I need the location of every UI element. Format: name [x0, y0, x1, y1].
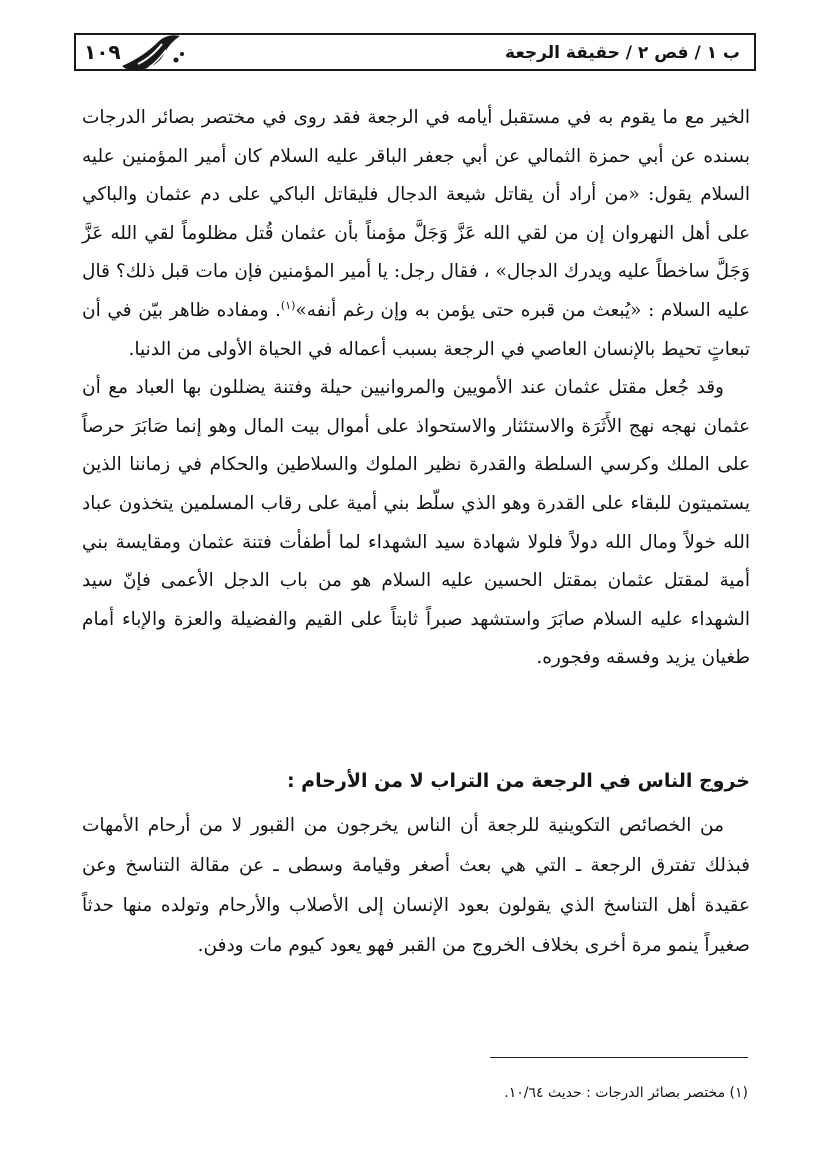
footnote-divider: [490, 1057, 748, 1058]
paragraph-hadith-text: الخير مع ما يقوم به في مستقبل أيامه في الرجعة فقد روى في مختصر بصائر الدرجات بسنده عن أبي حمزة الثمالي عن أبي جعفر الباقر عليه السلام كان أمير المؤمنين عليه السلام يقول: «من أراد أن يقاتل شيعة الدجال فليقاتل الباكي على دم عثمان والباكي على أهل النهروان إن من لقي الله عَزَّ وَجَلَّ مؤمناً بأن عثمان قُتل مظلوماً لقي الله عَزَّ وَجَلَّ ساخطاً عليه ويدرك الدجال» ، فقال رجل: يا أمير المؤمنين فإن مات قبل ذلك؟ قال عليه السلام : «يُبعث من قبره حتى يؤمن به وإن رغم أنفه»: [82, 107, 750, 321]
calligraphic-ornament-icon: [118, 30, 188, 74]
paragraph-uthman: وقد جُعل مقتل عثمان عند الأمويين والمروانيين حيلة وفتنة يضللون بها العباد مع أن عثمان نهجه نهج الأَثَرَة والاستئثار والاستحواذ على أموال بيت المال وهو إنما صَابَرَ حرصاً على الملك وكرسي السلطة والقدرة نظير الملوك والسلاطين والحكام في زماننا الذين يستميتون للبقاء على القدرة وهو الذي سلّط بني أمية على رقاب المسلمين يتخذون عباد الله خولاً ومال الله دولاً فلولا شهادة سيد الشهداء لما أطفأت فتنة عثمان ومقايسة بني أمية لمقتل عثمان بمقتل الحسين عليه السلام هو من باب الدجل الأعمى فإنّ سيد الشهداء عليه السلام صابَرَ واستشهد صبراً ثابتاً على القيم والفضيلة والعزة والإباء أمام طغيان يزيد وفسقه وفجوره.: [82, 377, 750, 669]
section-heading: خروج الناس في الرجعة من التراب لا من الأرحام :: [286, 770, 750, 792]
footnote-marker: (١): [280, 298, 296, 312]
running-header-title: ب ١ / فص ٢ / حقيقة الرجعة: [505, 43, 740, 63]
section-text: [82, 806, 750, 966]
footnote-text: (١) مختصر بصائر الدرجات : حديث ١٠/٦٤.: [504, 1085, 748, 1101]
paragraph-raj-ah-traits: من الخصائص التكوينية للرجعة أن الناس يخرجون من القبور لا من أرحام الأمهات فبذلك تفترق الرجعة ـ التي هي بعث أصغر وقيامة وسطى ـ عن مقالة التناسخ وعن عقيدة أهل التناسخ الذي يقولون بعود الإنسان إلى الأصلاب والأرحام وتولده منها حدثاً صغيراً ينمو مرة أخرى بخلاف الخروج من القبر فهو يعود كيوم مات ودفن.: [82, 815, 750, 956]
main-text: [82, 99, 750, 678]
paragraph-hadith: [82, 99, 750, 369]
paragraph-hadith-continuation: . ومفاده ظاهر بيّن في أن تبعاتٍ تحيط بالإنسان العاصي في الرجعة بسبب أعماله في الحياة الأولى من الدنيا.: [82, 299, 750, 360]
page-number: ١٠٩: [84, 40, 121, 64]
